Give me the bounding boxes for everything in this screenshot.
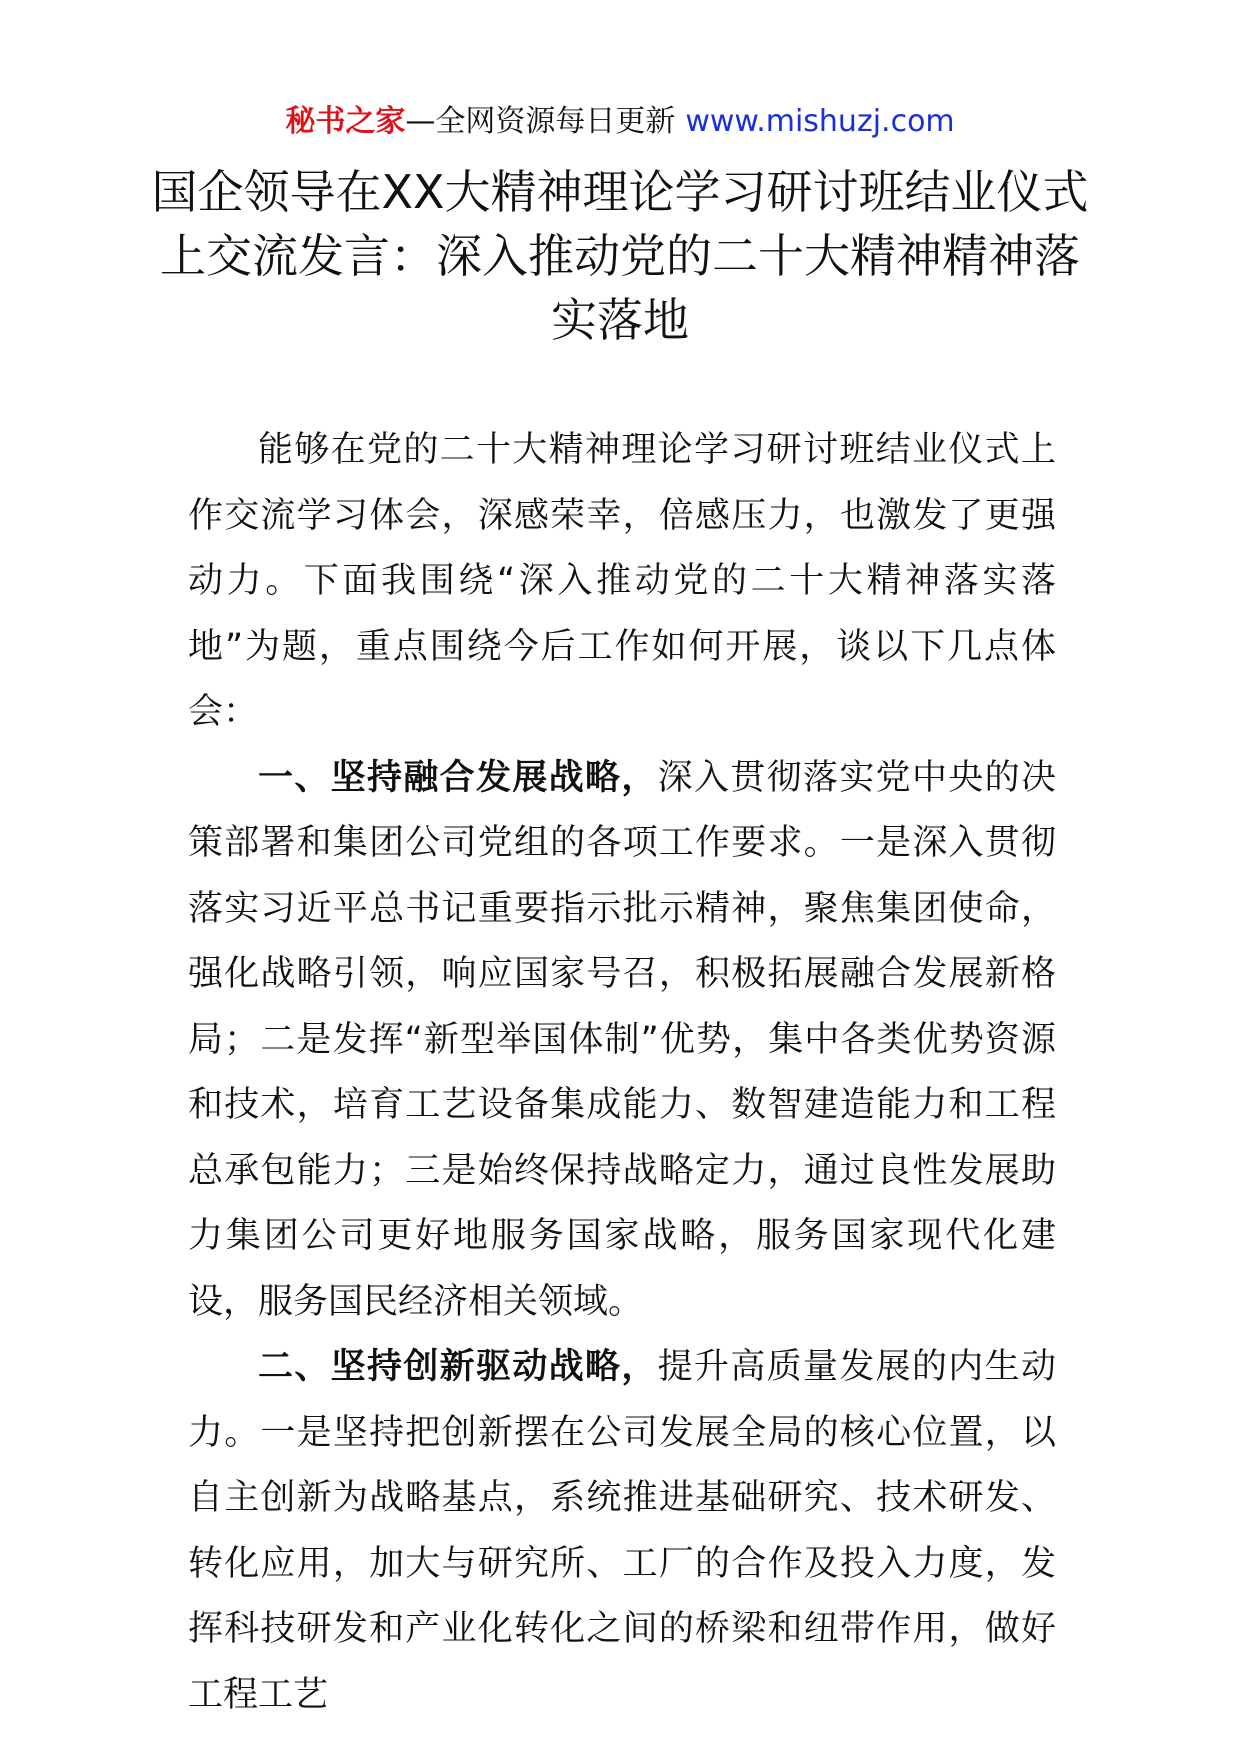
- section-heading: 二、坚持创新驱动战略，: [258, 1347, 658, 1387]
- paragraph-text: 能够在党的二十大精神理论学习研讨班结业仪式上作交流学习体会，深感荣幸，倍感压力，也激发了更强动力。下面我围绕“深入推动党的二十大精神落实落地”为题，重点围绕今后工作如何开展，谈以下几点体会：: [188, 430, 1056, 732]
- document-title: 国企领导在XX大精神理论学习研讨班结业仪式上交流发言：深入推动党的二十大精神精神落实落地: [151, 165, 1089, 347]
- site-tagline: —全网资源每日更新: [405, 104, 676, 139]
- site-url-link[interactable]: www.mishuzj.com: [685, 104, 955, 139]
- paragraph-text: 深入贯彻落实党中央的决策部署和集团公司党组的各项工作要求。一是深入贯彻落实习近平总书记重要指示批示精神，聚焦集团使命，强化战略引领，响应国家号召，积极拓展融合发展新格局；二是发挥“新型举国体制”优势，集中各类优势资源和技术，培育工艺设备集成能力、数智建造能力和工程总承包能力；三是始终保持战略定力，通过良性发展助力集团公司更好地服务国家战略，服务国家现代化建设，服务国民经济相关领域。: [188, 757, 1056, 1322]
- paragraph: [188, 1335, 1056, 1728]
- paragraph: [188, 418, 1056, 746]
- paragraph: [188, 746, 1056, 1336]
- paragraph-text: 提升高质量发展的内生动力。一是坚持把创新摆在公司发展全局的核心位置，以自主创新为战略基点，系统推进基础研究、技术研发、转化应用，加大与研究所、工厂的合作及投入力度，发挥科技研发和产业化转化之间的桥梁和纽带作用，做好工程工艺: [188, 1347, 1056, 1715]
- site-header: [0, 100, 1240, 144]
- document-body: [188, 418, 1056, 1728]
- brand-name: 秘书之家: [285, 104, 406, 139]
- section-heading: 一、坚持融合发展战略，: [258, 757, 658, 798]
